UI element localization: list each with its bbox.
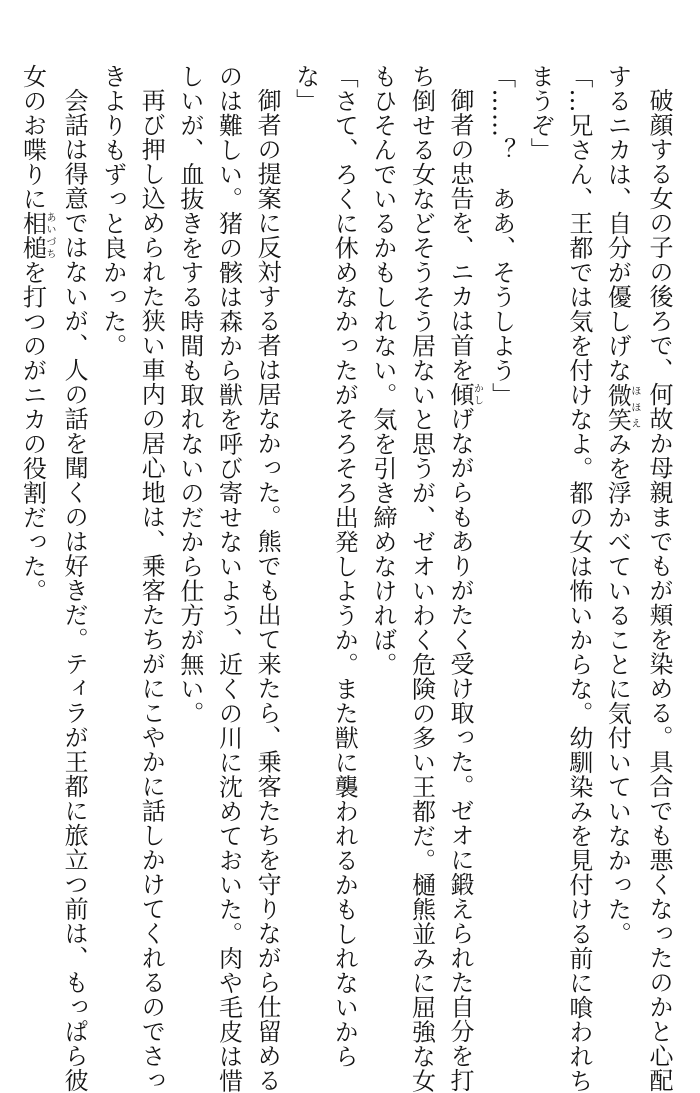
text-segment: 女のお喋りに [18,64,47,211]
text-segment: 御者の忠告を、ニカは首を [446,88,475,382]
text-segment: を打つのがニカの役割だった。 [18,260,47,603]
text-segment: みを浮かべていることに気付いていなかった。 [603,431,632,946]
text-line: もひそんでいるかもしれない。気を引き締めなければ。 [368,64,397,677]
text-line: しいが、血抜きをする時間も取れないのだから仕方が無い。 [175,64,204,726]
text-line [13,64,55,964]
ruby-word [18,211,55,260]
text-line: 会話は得意ではないが、人の話を聞くのは好きだ。ティラが王都に旅立つ前は、もっぱら彼 [60,88,89,1093]
ruby-base: 微笑 [603,382,632,432]
text-line: 御者の提案に反対する者は居なかった。熊でも出て来たら、乗客たちを守りながら仕留める [253,88,282,1093]
text-line: 「……？ ああ、そうしよう」 [487,64,516,407]
ruby-reading: あいづち [44,211,55,260]
vertical-text-body [18,64,678,1093]
text-line: きよりもずっと良かった。 [98,64,127,358]
ruby-word [603,382,640,432]
text-line: 「…兄さん、王都では気を付けなよ。都の女は怖いからな。幼馴染みを見付ける前に喰われち [564,64,593,1093]
text-segment: げながらもありがたく受け取った。ゼオに鍛えられた自分を打 [446,406,475,1093]
text-segment: するニカは、自分が優しげな [603,64,632,383]
text-line: 再び押し込められた狭い車内の居心地は、乗客たちがにこやかに話しかけてくれるのでさっ [137,88,166,1093]
text-line: な」 [291,64,320,113]
text-line: まうぞ」 [526,64,555,162]
text-line: ち倒せる女などそうそう居ないと思うが、ゼオいわく危険の多い王都だ。樋熊並みに屈強な女 [407,64,436,1093]
text-line [440,64,483,1093]
text-line: のは難しい。猪の骸は森から獣を呼び寄せないよう、近くの川に沈めておいた。肉や毛皮は惜 [214,64,243,1093]
ruby-word [446,382,483,407]
text-line: 「さて、ろくに休めなかったがそろそろ出発しようか。また獣に襲われるかもしれないから [330,64,359,1069]
ruby-reading: かし [471,382,483,407]
ruby-base: 相槌 [18,211,47,260]
ruby-reading: ほほえ [628,382,640,432]
text-line: 破顔する女の子の後ろで、何故か母親までもが頬を染める。具合でも悪くなったのかと心配 [645,88,673,1093]
text-line [598,64,640,964]
ruby-base: 傾 [446,382,475,407]
